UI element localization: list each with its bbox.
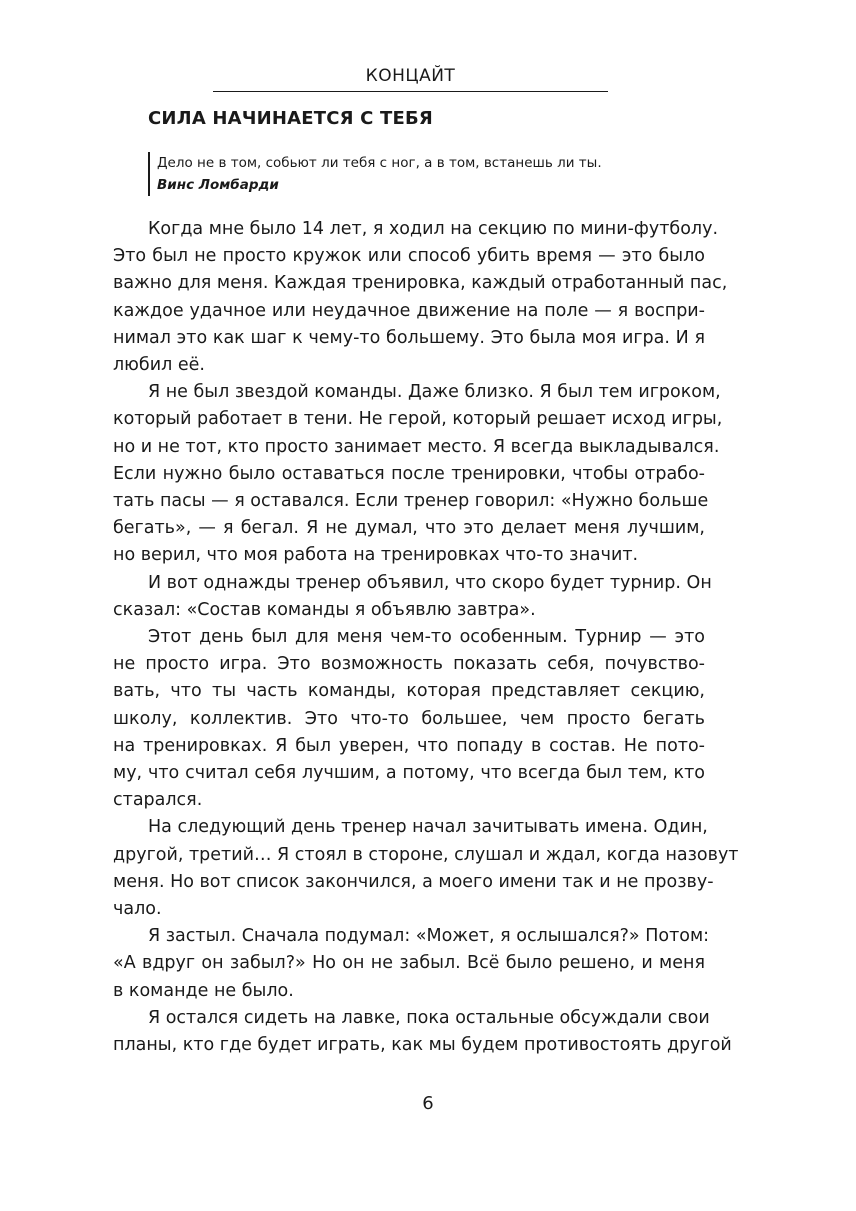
text-line: нимал это как шаг к чему-то большему. Это была моя игра. И я [113,327,705,348]
text-line: планы, кто где будет играть, как мы будем противостоять другой [113,1035,732,1056]
paragraph [113,570,712,624]
text-line: сказал: «Состав команды я объявлю завтра». [113,599,536,620]
text-line: Это был не просто кружок или способ убить время — это было [113,246,705,267]
text-line: На следующий день тренер начал зачитывать имена. Один, [148,817,708,838]
text-line: не просто игра. Это возможность показать себя, почувство- [113,654,705,675]
text-line: любил её. [113,355,205,376]
text-line: меня. Но вот список закончился, а моего имени так и не прозву- [113,871,714,892]
text-line: который работает в тени. Не герой, который решает исход игры, [113,409,723,430]
text-line: му, что считал себя лучшим, а потому, что всегда был тем, кто [113,763,705,784]
text-line: Когда мне было 14 лет, я ходил на секцию по мини-футболу. [148,219,719,239]
text-line: Я остался сидеть на лавке, пока остальные обсуждали свои [148,1007,710,1028]
running-head: КОНЦАЙТ [213,66,608,92]
text-line: старался. [113,790,203,811]
text-line: Этот день был для меня чем-то особенным. Турнир — это [148,627,705,648]
paragraph [113,216,728,379]
text-line: бегать», — я бегал. Я не думал, что это делает меня лучшим, [113,518,705,539]
paragraph [113,923,710,1005]
text-line: чало. [113,899,162,920]
paragraph [113,814,739,923]
paragraph [113,1005,732,1059]
text-line: каждое удачное или неудачное движение на поле — я воспри- [113,300,705,321]
text-line: но верил, что моя работа на тренировках что-то значит. [113,545,639,566]
epigraph-author: Винс Ломбарди [157,177,279,193]
epigraph-quote: Дело не в том, собьют ли тебя с ног, а в том, встанешь ли ты. [157,155,602,171]
body-text [113,216,739,1059]
text-line: важно для меня. Каждая тренировка, каждый отработанный пас, [113,273,728,294]
text-line: другой, третий… Я стоял в стороне, слушал и ждал, когда назовут [113,844,739,865]
text-line: в команде не было. [113,980,294,1001]
text-line: тать пасы — я оставался. Если тренер говорил: «Нужно больше [113,491,709,512]
page-number: 6 [422,1093,434,1114]
text-line: школу, коллектив. Это что-то большее, чем просто бегать [113,708,705,729]
paragraph [113,624,705,814]
text-line: вать, что ты часть команды, которая представляет секцию, [113,681,705,702]
text-line: но и не тот, кто просто занимает место. Я всегда выкладывался. [113,436,720,457]
text-line: «А вдруг он забыл?» Но он не забыл. Всё было решено, и меня [113,953,705,974]
epigraph [148,152,717,196]
text-line: Если нужно было оставаться после тренировки, чтобы отрабо- [113,463,705,484]
paragraph [113,379,723,569]
text-line: на тренировках. Я был уверен, что попаду в состав. Не пото- [113,735,705,756]
text-line: Я не был звездой команды. Даже близко. Я был тем игроком, [148,382,721,403]
text-line: И вот однажды тренер объявил, что скоро будет турнир. Он [148,572,712,593]
chapter-title: СИЛА НАЧИНАЕТСЯ С ТЕБЯ [148,108,433,129]
text-line: Я застыл. Сначала подумал: «Может, я ослышался?» Потом: [148,926,710,947]
